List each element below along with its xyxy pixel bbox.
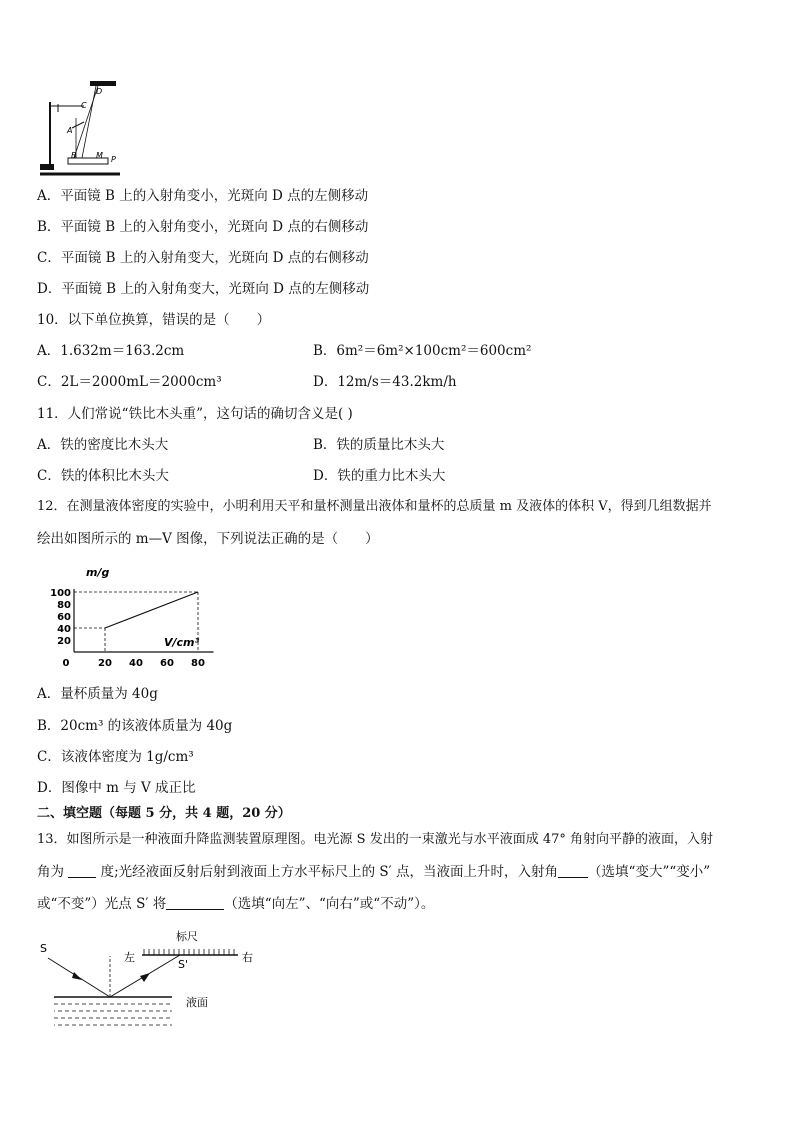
top-screen xyxy=(90,81,116,86)
q13-figure xyxy=(36,928,266,1032)
q9-option-c: C．平面镜 B 上的入射角变大，光斑向 D 点的右侧移动 xyxy=(37,250,369,266)
label-P: P xyxy=(111,155,116,164)
chart-ylabel: m/g xyxy=(86,566,110,579)
q11-option-b: B．铁的质量比木头大 xyxy=(313,437,445,453)
incident-arrow xyxy=(72,972,82,980)
chart-xlabel: V/cm³ xyxy=(164,636,200,649)
reflected-arrow xyxy=(140,973,150,982)
q9-option-a: A．平面镜 B 上的入射角变小，光斑向 D 点的左侧移动 xyxy=(37,188,369,204)
q13-line2-a: 角为 xyxy=(37,864,64,880)
label-B: B xyxy=(71,151,77,160)
label-D: D xyxy=(96,87,103,96)
q11-stem: 11．人们常说“铁比木头重”，这句话的确切含义是( ) xyxy=(37,406,353,422)
q10-option-a: A．1.632m＝163.2cm xyxy=(37,343,185,359)
q9-option-d: D．平面镜 B 上的入射角变大，光斑向 D 点的左侧移动 xyxy=(37,281,370,297)
label-M: M xyxy=(96,151,103,160)
q10-option-b: B．6m²＝6m²×100cm²＝600cm² xyxy=(313,343,532,359)
q11-option-d: D．铁的重力比木头大 xyxy=(313,468,446,484)
q13-s-label: S xyxy=(40,942,47,955)
q13-line2 xyxy=(37,863,710,881)
chart-xtick-20: 20 xyxy=(98,658,112,669)
q13-line3-b: （选填“向左”、“向右”或“不动”）。 xyxy=(224,896,435,912)
q13-line2-b: 度;光经液面反射后射到液面上方水平标尺上的 S′ 点，当液面上升时，入射角 xyxy=(100,864,559,880)
q13-ruler-label: 标尺 xyxy=(176,930,198,943)
label-A: A xyxy=(67,126,73,135)
chart-ytick-40: 40 xyxy=(57,624,71,635)
q13-sprime-label: S' xyxy=(178,958,189,971)
q12-stem-line1: 12．在测量液体密度的实验中，小明利用天平和量杯测量出液体和量杯的总质量 m 及液体的体积 V，得到几组数据并 xyxy=(37,499,712,514)
q12-option-b: B．20cm³ 的该液体质量为 40g xyxy=(37,718,233,734)
q12-option-a: A．量杯质量为 40g xyxy=(37,686,158,702)
q13-line3-a: 或“不变”）光点 S′ 将 xyxy=(37,896,167,912)
chart-xtick-0: 0 xyxy=(62,658,70,669)
q10-stem: 10．以下单位换算，错误的是（ ） xyxy=(37,312,271,328)
section2-heading: 二、填空题（每题 5 分，共 4 题，20 分） xyxy=(37,806,291,821)
q11-option-c: C．铁的体积比木头大 xyxy=(37,468,169,484)
q12-option-c: C．该液体密度为 1g/cm³ xyxy=(37,749,194,765)
q13-line3 xyxy=(37,895,434,913)
q13-blank-2[interactable] xyxy=(558,863,588,878)
q13-line1: 13．如图所示是一种液面升降监测装置原理图。电光源 S 发出的一束激光与水平液面成 47° 角射向平静的液面，入射 xyxy=(37,832,714,847)
chart-series-line-0 xyxy=(105,592,198,628)
chart-xtick-80: 80 xyxy=(191,658,205,669)
q12-option-d: D．图像中 m 与 V 成正比 xyxy=(37,780,196,796)
q13-right-label: 右 xyxy=(242,951,253,964)
q11-option-a: A．铁的密度比木头大 xyxy=(37,437,169,453)
q9-apparatus-figure xyxy=(38,78,122,176)
q9-option-b: B．平面镜 B 上的入射角变小，光斑向 D 点的右侧移动 xyxy=(37,219,369,235)
q13-left-label: 左 xyxy=(124,951,135,964)
chart-ytick-80: 80 xyxy=(57,600,71,611)
q12-stem-line2: 绘出如图所示的 m—V 图像，下列说法正确的是（ ） xyxy=(37,531,379,547)
chart-ytick-100: 100 xyxy=(50,588,71,599)
mv-chart xyxy=(40,562,220,674)
chart-ytick-60: 60 xyxy=(57,612,71,623)
q13-blank-1[interactable] xyxy=(68,863,96,878)
q13-liquid-label: 液面 xyxy=(186,996,208,1009)
q13-blank-3[interactable] xyxy=(166,895,224,910)
label-C: C xyxy=(81,101,87,110)
chart-ytick-20: 20 xyxy=(57,636,71,647)
q13-line2-c: （选填“变大”“变小” xyxy=(588,864,711,880)
chart-xtick-40: 40 xyxy=(129,658,143,669)
q10-option-c: C．2L＝2000mL＝2000cm³ xyxy=(37,374,222,390)
q10-option-d: D．12m/s＝43.2km/h xyxy=(313,374,457,390)
chart-xtick-60: 60 xyxy=(160,658,174,669)
